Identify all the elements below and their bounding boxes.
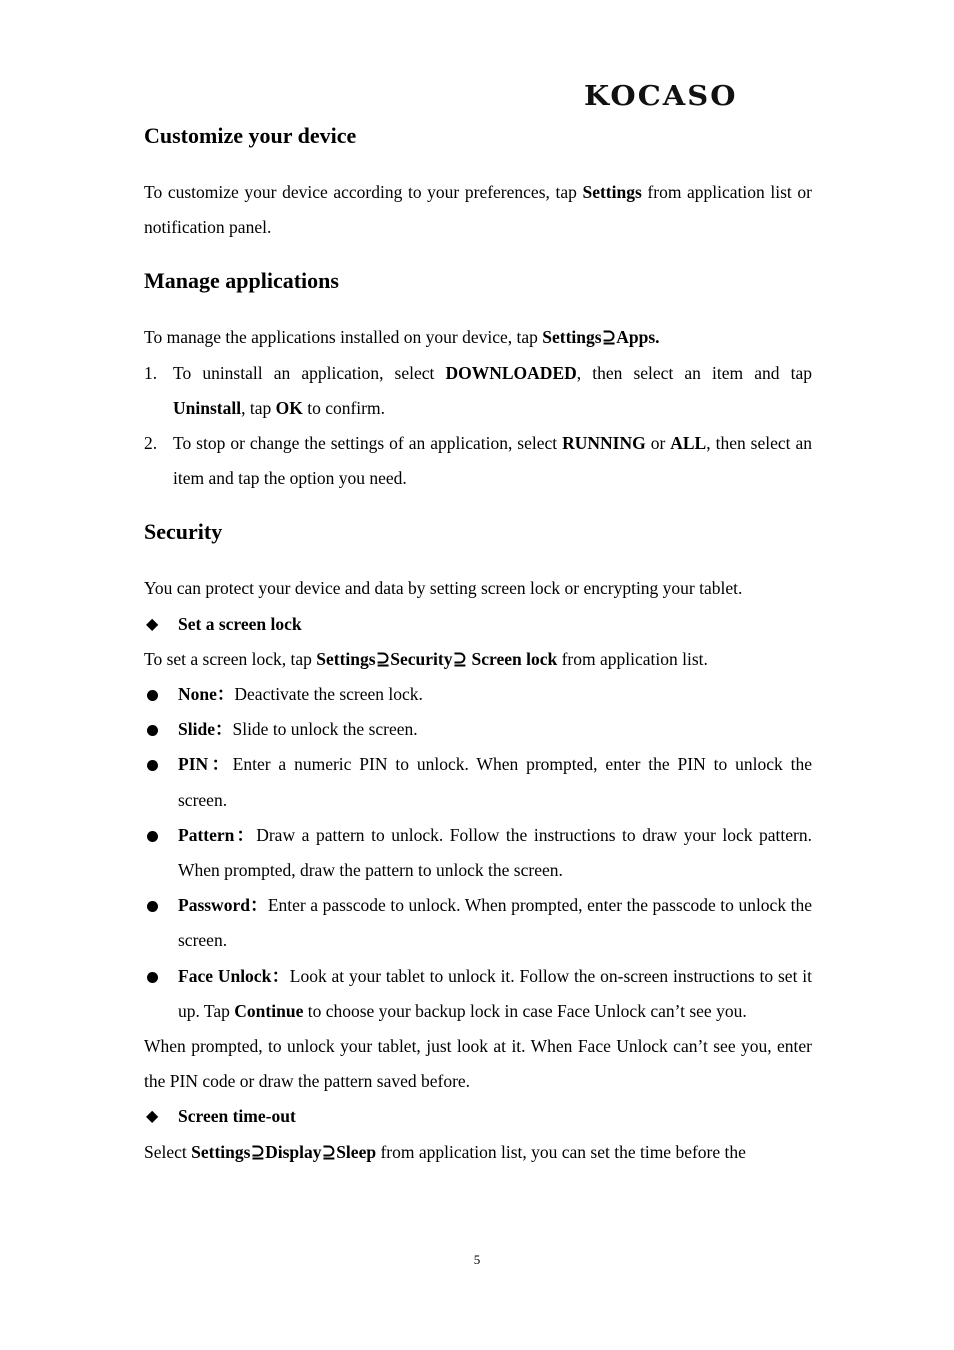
- bold-text: ALL: [670, 433, 707, 454]
- bullet-dot-icon: [147, 690, 158, 701]
- bold-settings: Settings: [582, 182, 642, 202]
- text-run: To uninstall an application, select: [173, 362, 446, 383]
- option-label: Slide: [178, 719, 215, 740]
- screen-lock-options: [144, 677, 812, 1029]
- text-run: , then select an item and tap: [576, 362, 812, 383]
- option-label: Pattern: [178, 824, 235, 845]
- text-run: or: [645, 433, 671, 454]
- bold-sleep: Sleep: [336, 1141, 377, 1162]
- arrow-symbol: ⊇: [601, 327, 617, 348]
- text-run: to confirm.: [302, 397, 385, 418]
- bold-screen-lock: Screen lock: [467, 648, 558, 669]
- option-text: Deactivate the screen lock.: [234, 684, 423, 705]
- option-text: to choose your backup lock in case Face Unlock can’t see you.: [303, 1000, 747, 1021]
- option-password: [144, 888, 812, 958]
- option-label: Face Unlock: [178, 965, 272, 986]
- bold-security: Security: [390, 648, 453, 669]
- bold-text: RUNNING: [562, 433, 646, 454]
- page-number: 5: [473, 1252, 481, 1267]
- kocaso-logo: KOCASO: [584, 80, 738, 112]
- text-run: from application list.: [557, 648, 708, 669]
- colon: ：: [214, 719, 233, 740]
- bold-apps: Apps.: [616, 327, 660, 348]
- option-none: [144, 677, 812, 712]
- option-text: Draw a pattern to unlock. Follow the instructions to draw your lock pattern. When prompted, draw the pattern to unlock the screen.: [178, 824, 812, 881]
- option-pin: [144, 747, 812, 817]
- bold-text: Uninstall: [173, 397, 242, 418]
- option-label: Password: [178, 895, 250, 916]
- colon: ：: [234, 824, 257, 845]
- subheading-screen-timeout: [144, 1099, 812, 1134]
- list-number: 2.: [144, 433, 158, 454]
- option-face-unlock: [144, 959, 812, 1029]
- option-text: Look at your tablet to unlock it. Follow the on-screen instructions to set it up. Tap: [178, 965, 812, 1021]
- text-run: To manage the applications installed on your device, tap: [144, 327, 543, 348]
- bold-text: OK: [275, 397, 303, 418]
- heading-customize-device: Customize your device: [144, 123, 357, 148]
- bold-settings: Settings: [542, 327, 602, 348]
- text-run: To customize your device according to your preferences, tap: [144, 182, 583, 202]
- option-label: None: [178, 684, 217, 705]
- list-item-stop-change: [144, 426, 812, 496]
- option-label: PIN: [178, 754, 209, 775]
- text-run: from application list or notification panel.: [144, 182, 812, 238]
- text-run: Set a screen lock: [178, 613, 302, 634]
- numbered-list: [144, 356, 812, 497]
- heading-security: Security: [144, 519, 223, 545]
- paragraph-security-intro: You can protect your device and data by setting screen lock or encrypting your tablet.: [144, 578, 743, 599]
- bold-display: Display: [265, 1141, 322, 1162]
- bold-settings: Settings: [316, 648, 376, 669]
- option-text: Enter a numeric PIN to unlock. When prompted, enter the PIN to unlock the screen.: [178, 754, 812, 810]
- colon: ：: [249, 895, 268, 916]
- bullet-dot-icon: [147, 725, 158, 736]
- paragraph-customize: [144, 175, 812, 245]
- text-run: To set a screen lock, tap: [144, 648, 317, 669]
- arrow-symbol: ⊇: [375, 648, 391, 669]
- bold-text: DOWNLOADED: [445, 362, 577, 383]
- paragraph-manage-intro: [144, 320, 812, 355]
- text-run: , tap: [241, 397, 276, 418]
- text-run: , then select an item and tap the option you need.: [173, 433, 812, 489]
- option-text: Enter a passcode to unlock. When prompted, enter the passcode to unlock the screen.: [178, 895, 813, 951]
- bullet-dot-icon: [147, 831, 158, 842]
- option-pattern: [144, 818, 812, 888]
- bullet-dot-icon: [147, 901, 158, 912]
- option-text: Slide to unlock the screen.: [232, 719, 418, 740]
- colon: ：: [271, 965, 290, 986]
- arrow-symbol: ⊇: [321, 1141, 337, 1162]
- arrow-symbol: ⊇: [452, 648, 468, 669]
- paragraph-screen-timeout: [144, 1135, 812, 1170]
- text-run: To stop or change the settings of an application, select: [173, 433, 563, 454]
- bold-settings: Settings: [191, 1141, 251, 1162]
- bullet-dot-icon: [147, 760, 158, 771]
- text-run: from application list, you can set the time before the: [376, 1141, 746, 1162]
- arrow-symbol: ⊇: [250, 1141, 266, 1162]
- list-number: 1.: [144, 362, 158, 383]
- colon: ：: [208, 754, 233, 775]
- list-item-uninstall: [144, 356, 812, 426]
- diamond-bullet-icon: ◆: [146, 615, 159, 633]
- text-run: Screen time-out: [178, 1106, 296, 1127]
- paragraph-face-unlock-note: When prompted, to unlock your tablet, just look at it. When Face Unlock can’t see you, enter the PIN code or draw the pattern saved before.: [144, 1036, 812, 1092]
- heading-manage-applications: Manage applications: [144, 268, 339, 294]
- bold-continue: Continue: [234, 1000, 304, 1021]
- colon: ：: [216, 684, 235, 705]
- diamond-bullet-icon: ◆: [146, 1108, 159, 1126]
- text-run: Select: [144, 1141, 192, 1162]
- page-content: [144, 118, 812, 1170]
- bullet-dot-icon: [147, 972, 158, 983]
- paragraph-screen-lock: [144, 642, 812, 677]
- option-slide: [144, 712, 812, 747]
- subheading-screen-lock: [144, 607, 812, 642]
